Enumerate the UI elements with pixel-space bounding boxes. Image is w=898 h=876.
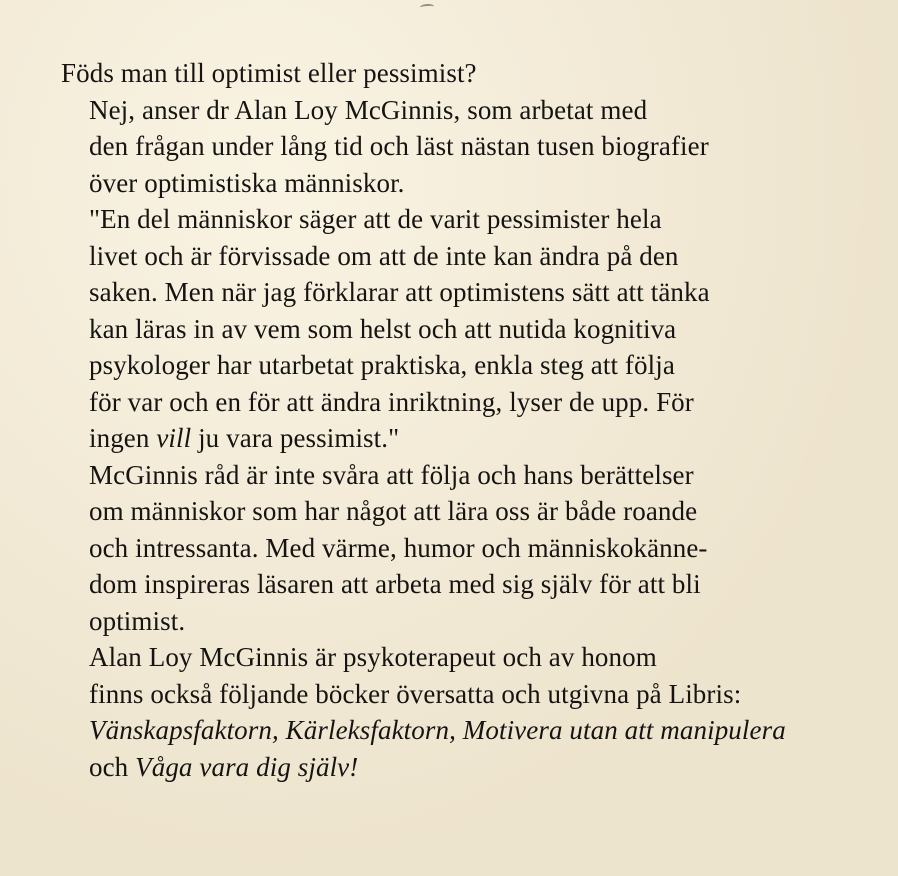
text-line [61, 128, 861, 165]
text-run: för var och en för att ändra inriktning, lyser de upp. För [89, 386, 694, 417]
text-line [61, 347, 861, 384]
text-run: McGinnis råd är inte svåra att följa och hans berättelser [89, 459, 694, 490]
text-run: ju vara pessimist." [191, 423, 400, 453]
text-line [61, 676, 861, 713]
italic-text: Vänskapsfaktorn, Kärleksfaktorn, Motivera utan att manipulera [89, 715, 786, 745]
text-run: Alan Loy McGinnis är psykoterapeut och av honom [89, 642, 657, 672]
text-run: Nej, anser dr Alan Loy McGinnis, som arbetat med [89, 94, 648, 125]
paragraph-p1 [61, 55, 861, 92]
text-run: finns också följande böcker översatta och utgivna på Libris: [89, 678, 742, 709]
italic-text: Våga vara dig själv! [135, 751, 359, 782]
text-line [61, 311, 861, 348]
text-run: och [89, 751, 136, 782]
text-line [61, 603, 861, 640]
text-run: kan läras in av vem som helst och att nutida kognitiva [89, 313, 677, 344]
text-line [61, 749, 861, 786]
text-line [61, 639, 861, 676]
text-run: och intressanta. Med värme, humor och människokänne- [89, 532, 708, 563]
text-line [61, 420, 861, 457]
text-run: psykologer har utarbetat praktiska, enkla steg att följa [89, 350, 675, 380]
text-run: saken. Men när jag förklarar att optimistens sätt att tänka [89, 277, 710, 307]
text-run: "En del människor säger att de varit pessimister hela [89, 204, 662, 234]
text-run: över optimistiska människor. [89, 167, 405, 198]
paragraph-p5 [61, 639, 861, 785]
text-run: livet och är förvissade om att de inte kan ändra på den [89, 240, 679, 271]
text-line [61, 201, 861, 238]
text-line [61, 493, 861, 530]
italic-text: vill [156, 423, 192, 453]
text-run: ingen [89, 423, 157, 453]
text-line [61, 165, 861, 202]
text-run: dom inspireras läsaren att arbeta med sig själv för att bli [89, 569, 701, 599]
text-run: optimist. [89, 605, 186, 636]
text-line [61, 530, 861, 567]
text-run: om människor som har något att lära oss är både roande [89, 496, 698, 526]
text-line [61, 92, 861, 129]
paragraph-p2 [61, 92, 861, 202]
text-line [61, 274, 861, 311]
text-line [61, 55, 861, 92]
back-cover-text [61, 55, 861, 785]
paragraph-p3 [61, 201, 861, 457]
text-line [61, 238, 861, 275]
text-run: den frågan under lång tid och läst nästan tusen biografier [89, 131, 709, 161]
paragraph-p4 [61, 457, 861, 640]
text-run: Föds man till optimist eller pessimist? [61, 58, 477, 88]
text-line [61, 712, 861, 749]
scan-mark [420, 4, 434, 11]
text-line [61, 384, 861, 421]
text-line [61, 566, 861, 603]
text-line [61, 457, 861, 494]
